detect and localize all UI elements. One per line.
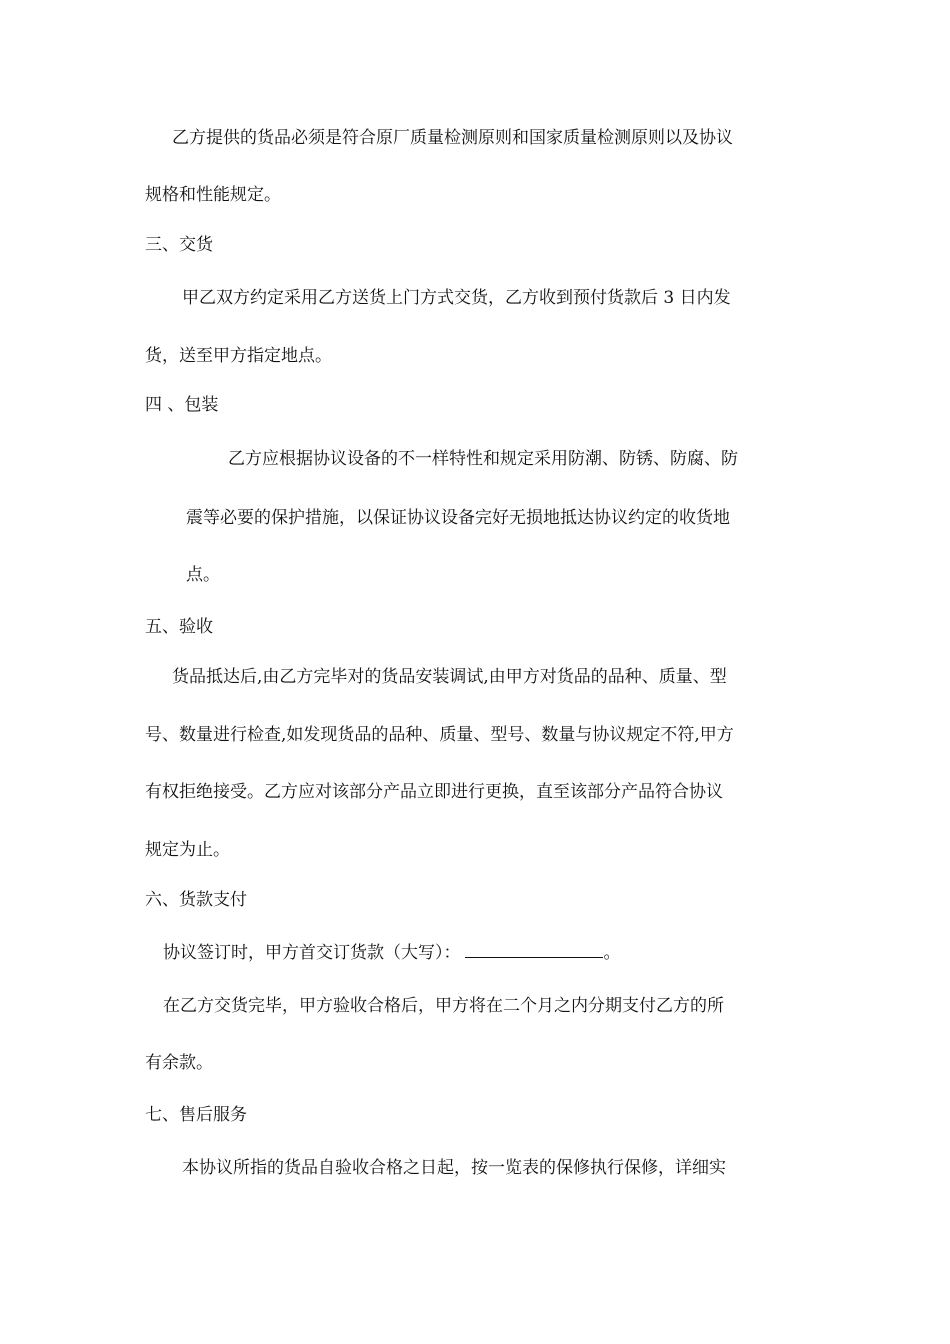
paragraph-line: 乙方提供的货品必须是符合原厂质量检测原则和国家质量检测原则以及协议	[172, 128, 733, 148]
paragraph-line: 规定为止。	[145, 840, 230, 860]
section-heading-packaging: 四 、包装	[145, 395, 219, 415]
paragraph-line: 货，送至甲方指定地点。	[145, 346, 332, 366]
paragraph-line: 本协议所指的货品自验收合格之日起，按一览表的保修执行保修，详细实	[182, 1158, 726, 1178]
payment-label: 协议签订时，甲方首交订货款（大写）：	[163, 943, 461, 963]
paragraph-line: 甲乙双方约定采用乙方送货上门方式交货，乙方收到预付货款后 3 日内发	[182, 288, 731, 308]
paragraph-line: 震等必要的保护措施，以保证协议设备完好无损地抵达协议约定的收货地	[186, 508, 730, 528]
payment-line	[163, 941, 621, 964]
section-heading-delivery: 三、交货	[145, 235, 213, 255]
paragraph-line: 有权拒绝接受。乙方应对该部分产品立即进行更换，直至该部分产品符合协议	[145, 782, 723, 802]
paragraph-line: 点。	[186, 565, 220, 585]
paragraph-line: 乙方应根据协议设备的不一样特性和规定采用防潮、防锈、防腐、防	[228, 449, 738, 469]
paragraph-line: 有余款。	[145, 1053, 213, 1073]
payment-period: 。	[603, 943, 621, 963]
paragraph-line: 在乙方交货完毕，甲方验收合格后，甲方将在二个月之内分期支付乙方的所	[163, 996, 724, 1016]
amount-blank-field[interactable]	[465, 941, 603, 958]
section-heading-acceptance: 五、验收	[145, 617, 213, 637]
paragraph-line: 规格和性能规定。	[145, 185, 281, 205]
section-heading-payment: 六、货款支付	[145, 890, 247, 910]
paragraph-line: 号、数量进行检查,如发现货品的品种、质量、型号、数量与协议规定不符,甲方	[145, 725, 734, 745]
paragraph-line: 货品抵达后,由乙方完毕对的货品安装调试,由甲方对货品的品种、质量、型	[172, 667, 727, 687]
section-heading-after-sales: 七、售后服务	[145, 1105, 247, 1125]
